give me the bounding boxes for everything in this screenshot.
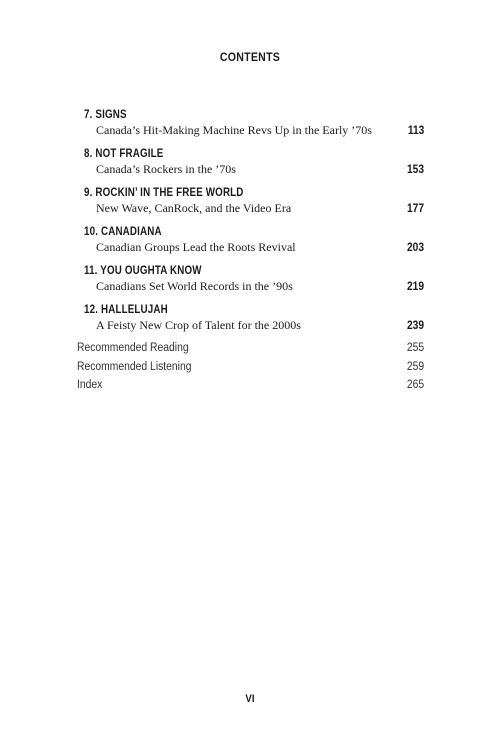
toc-entry-chapter-9[interactable] [0, 186, 500, 225]
toc-entry-chapter-12[interactable] [0, 303, 500, 342]
chapter-page-number: 203 [406, 240, 424, 254]
chapter-page-number: 153 [406, 162, 424, 176]
back-matter-label: Index [77, 379, 103, 391]
chapter-title: 10. CANADIANA [84, 226, 162, 238]
back-matter-page-number: 255 [406, 342, 424, 354]
toc-entry-recommended-reading[interactable] [0, 341, 500, 360]
chapter-subtitle: Canada’s Hit-Making Machine Revs Up in the Early ’70s [96, 123, 372, 137]
chapter-title: 12. HALLELUJAH [84, 304, 168, 316]
back-matter-label: Recommended Listening [77, 360, 192, 373]
back-matter-list [0, 341, 500, 397]
chapter-subtitle: Canadians Set World Records in the ’90s [96, 279, 293, 293]
back-matter-page-number: 259 [406, 360, 424, 373]
back-matter-label: Recommended Reading [77, 342, 189, 354]
chapter-subtitle: New Wave, CanRock, and the Video Era [96, 201, 292, 215]
contents-heading: CONTENTS [219, 50, 281, 64]
chapter-title: 8. NOT FRAGILE [84, 148, 164, 160]
chapter-page-number: 113 [407, 123, 424, 137]
chapter-title: 11. YOU OUGHTA KNOW [84, 265, 202, 277]
back-matter-page-number: 265 [406, 379, 424, 391]
chapter-page-number: 219 [406, 279, 424, 293]
chapter-title: 9. ROCKIN’ IN THE FREE WORLD [84, 187, 244, 199]
toc-entry-recommended-listening[interactable] [0, 360, 500, 379]
chapter-page-number: 239 [406, 318, 424, 332]
toc-entry-index[interactable] [0, 378, 500, 397]
chapter-page-number: 177 [406, 201, 424, 215]
toc-entry-chapter-8[interactable] [0, 147, 500, 186]
toc-entry-chapter-10[interactable] [0, 225, 500, 264]
chapter-list [0, 108, 500, 342]
page-folio: VI [245, 693, 255, 705]
chapter-subtitle: Canadian Groups Lead the Roots Revival [96, 240, 296, 254]
chapter-title: 7. SIGNS [84, 109, 127, 121]
chapter-subtitle: Canada’s Rockers in the ’70s [96, 162, 236, 176]
toc-entry-chapter-11[interactable] [0, 264, 500, 303]
toc-entry-chapter-7[interactable] [0, 108, 500, 147]
chapter-subtitle: A Feisty New Crop of Talent for the 2000s [96, 318, 301, 332]
